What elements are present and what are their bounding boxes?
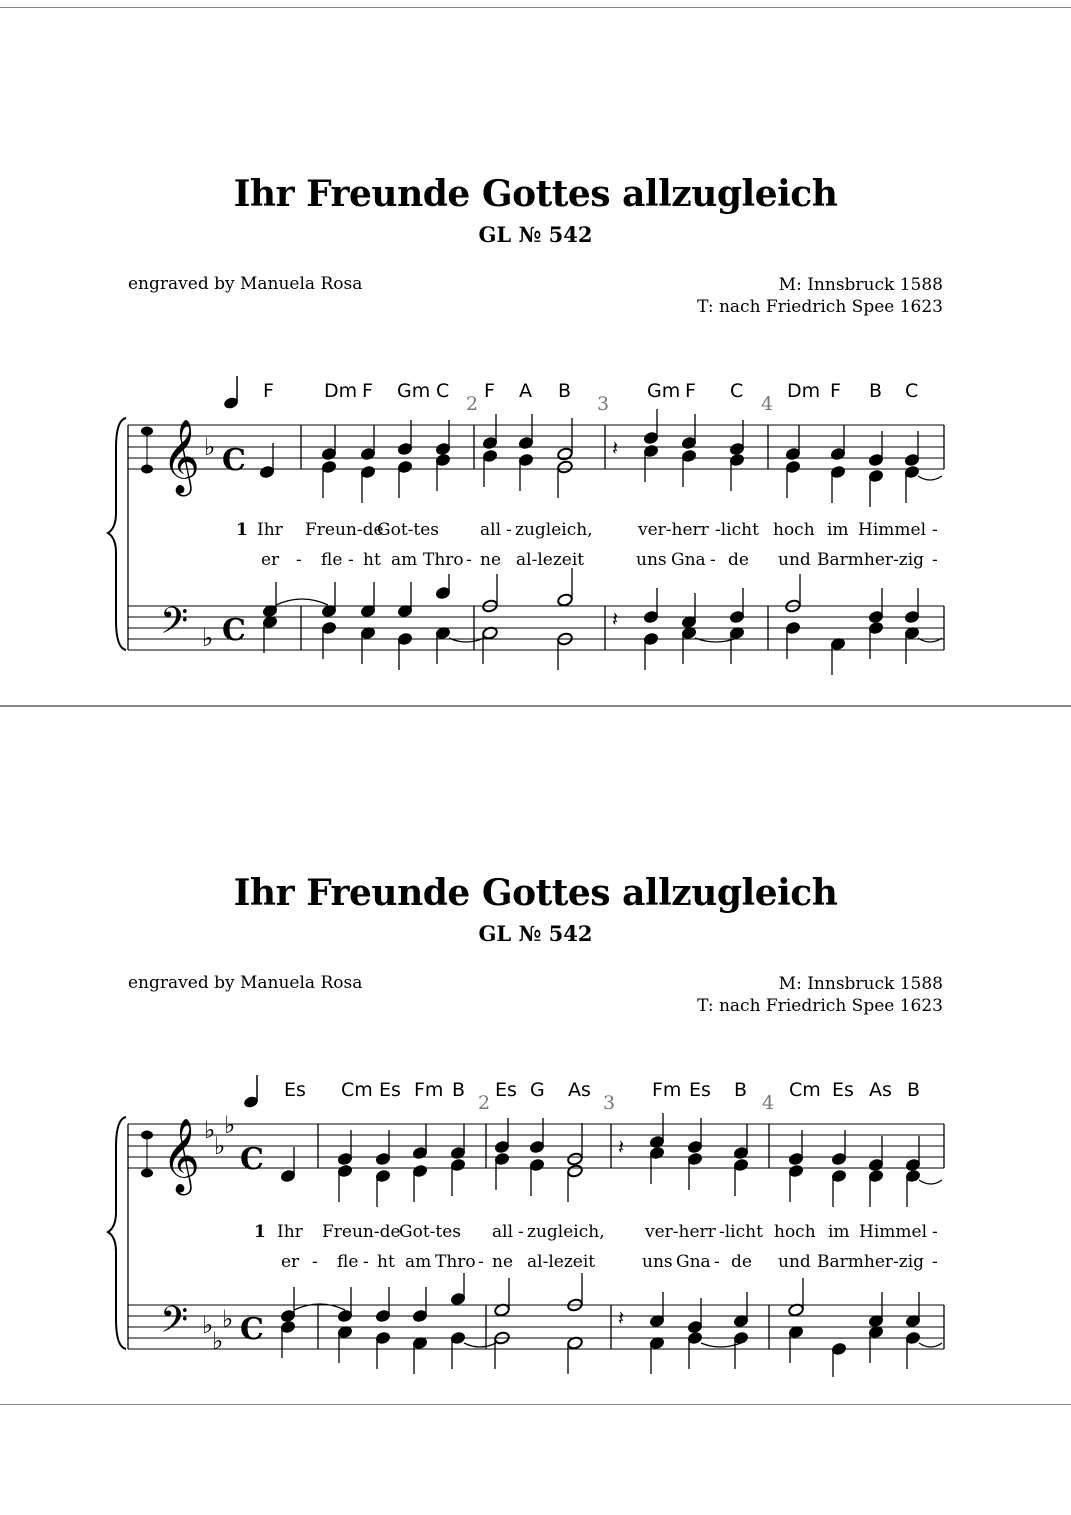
chord-symbol: Es — [495, 1079, 517, 1101]
lyric-syllable: - — [714, 1252, 720, 1272]
lyric-syllable: Got-tes — [399, 1222, 462, 1242]
treble-clef-icon: 𝄞 — [162, 420, 200, 494]
lyric-syllable: Ihr — [257, 520, 283, 540]
chord-symbol: B — [869, 380, 883, 402]
lyric-syllable: er — [281, 1252, 300, 1272]
time-signature-icon: C — [240, 1142, 264, 1177]
lyric-syllable: Himmel — [858, 520, 926, 540]
time-signature-icon: C — [222, 443, 246, 478]
score-page-2 — [0, 706, 1071, 1405]
system-brace-icon — [108, 1117, 126, 1349]
lyric-syllable: fle — [337, 1252, 359, 1272]
bar-number: 3 — [597, 393, 610, 415]
chord-symbols — [263, 380, 918, 402]
lyric-syllable: - — [932, 520, 938, 540]
lyric-syllable: de — [731, 1252, 752, 1272]
chord-symbol: B — [907, 1079, 921, 1101]
lyric-syllable: al-lezeit — [527, 1252, 596, 1272]
key-signature-flat-icon: ♭ — [212, 1327, 224, 1355]
key-signature-flat-icon: ♭ — [224, 1111, 236, 1139]
rest-icon: 𝄽 — [618, 1135, 625, 1159]
lyric-syllable: - — [518, 1222, 524, 1242]
lyric-syllable: hoch — [774, 1222, 816, 1242]
lyric-syllable: - — [932, 550, 938, 570]
lyric-syllable: Barmher-zig — [817, 550, 925, 570]
lyric-syllable: - — [478, 1252, 484, 1272]
chord-symbol: F — [685, 380, 696, 402]
lyric-syllable: ver-herr — [638, 520, 709, 540]
chord-symbol: B — [734, 1079, 748, 1101]
lyric-syllable: im — [828, 1222, 850, 1242]
music-score — [0, 358, 1071, 688]
bass-notes — [262, 568, 942, 675]
key-signature-flat-icon: ♭ — [214, 1132, 226, 1160]
lyric-syllable: ht — [363, 550, 381, 570]
key-signature-flat-icon: ♭ — [202, 624, 214, 652]
lyric-syllable: zugleich, — [515, 520, 593, 540]
chord-symbol: B — [558, 380, 572, 402]
bar-number: 3 — [603, 1092, 616, 1114]
verse-number: 1 — [254, 1222, 266, 1242]
lyric-syllable: - — [506, 520, 512, 540]
rest-icon: 𝄽 — [612, 436, 619, 460]
lyric-syllable: - — [363, 1252, 369, 1272]
lyric-syllable: Gna — [676, 1252, 711, 1272]
tempo-quarter-note-icon — [243, 1075, 260, 1109]
credits — [697, 973, 943, 1017]
lyric-syllable: - — [932, 1252, 938, 1272]
page-subtitle: GL № 542 — [478, 222, 593, 247]
lyric-syllable: -licht — [719, 1222, 763, 1242]
lyric-syllable: - — [932, 1222, 938, 1242]
chord-symbol: F — [830, 380, 841, 402]
chord-symbol: G — [530, 1079, 545, 1101]
lyric-syllable: zugleich, — [527, 1222, 605, 1242]
chord-symbol: Dm — [787, 380, 821, 402]
chord-symbol: As — [568, 1079, 591, 1101]
chord-symbol: Dm — [324, 380, 358, 402]
bass-staff — [128, 606, 944, 650]
lyrics-verse-1 — [254, 1222, 938, 1242]
key-signature-flat-icon: ♭ — [204, 1116, 216, 1144]
lyric-syllable: - — [312, 1252, 318, 1272]
lyric-syllable: all — [492, 1222, 514, 1242]
lyric-syllable: Himmel — [859, 1222, 927, 1242]
lyric-syllable: ne — [480, 550, 502, 570]
page-title: Ihr Freunde Gottes allzugleich — [233, 872, 838, 914]
key-signature-flat-icon: ♭ — [222, 1305, 234, 1333]
chord-symbol: Fm — [652, 1079, 682, 1101]
time-signature-icon: C — [222, 613, 246, 648]
chord-symbol: Gm — [397, 380, 431, 402]
lyric-syllable: all — [480, 520, 502, 540]
chord-symbol: C — [905, 380, 919, 402]
lyrics-verse-2 — [261, 550, 938, 570]
verse-number: 1 — [236, 520, 248, 540]
lyric-syllable: fle — [321, 550, 343, 570]
chord-symbol: F — [263, 380, 274, 402]
chord-symbol: Es — [689, 1079, 711, 1101]
chord-symbol: Es — [284, 1079, 306, 1101]
lyric-syllable: Thro — [435, 1252, 476, 1272]
lyric-syllable: al-lezeit — [516, 550, 585, 570]
time-signature-icon: C — [240, 1312, 264, 1347]
page-subtitle: GL № 542 — [478, 921, 593, 946]
bass-clef-icon: 𝄢 — [160, 1299, 189, 1350]
rest-icon: 𝄽 — [618, 1306, 625, 1330]
bar-number: 2 — [466, 393, 479, 415]
lyric-syllable: hoch — [773, 520, 815, 540]
lyric-syllable: am — [405, 1252, 432, 1272]
bass-clef-icon: 𝄢 — [160, 600, 189, 651]
tempo-quarter-note-icon — [223, 376, 240, 410]
lyric-syllable: Freun-de — [305, 520, 384, 540]
music-score — [0, 1057, 1071, 1387]
chord-symbol: As — [869, 1079, 892, 1101]
lyric-syllable: Freun-de — [322, 1222, 401, 1242]
ambitus-icon — [141, 427, 153, 474]
chord-symbol: B — [452, 1079, 466, 1101]
treble-staff — [128, 425, 944, 469]
score-page-1 — [0, 7, 1071, 706]
chord-symbol: Es — [379, 1079, 401, 1101]
engraver-credit: engraved by Manuela Rosa — [128, 274, 363, 294]
lyric-syllable: - — [710, 550, 716, 570]
key-signature-flat-icon: ♭ — [204, 433, 216, 461]
chord-symbol: Fm — [414, 1079, 444, 1101]
lyric-syllable: am — [391, 550, 418, 570]
lyric-syllable: - — [466, 550, 472, 570]
system-brace-icon — [108, 418, 126, 650]
lyric-syllable: Ihr — [277, 1222, 303, 1242]
lyric-syllable: er — [261, 550, 280, 570]
composer-credit: M: Innsbruck 1588 — [778, 275, 943, 295]
chord-symbol: Cm — [789, 1079, 821, 1101]
bar-number: 2 — [478, 1092, 491, 1114]
chord-symbol: Es — [832, 1079, 854, 1101]
lyric-syllable: ver-herr — [645, 1222, 716, 1242]
treble-clef-icon: 𝄞 — [162, 1119, 200, 1193]
lyrics-verse-2 — [281, 1252, 938, 1272]
chord-symbol: F — [484, 380, 495, 402]
page-title: Ihr Freunde Gottes allzugleich — [233, 173, 838, 215]
engraver-credit: engraved by Manuela Rosa — [128, 973, 363, 993]
bar-number: 4 — [761, 393, 774, 415]
lyric-syllable: de — [728, 550, 749, 570]
lyric-syllable: und — [778, 1252, 811, 1272]
chord-symbol: Cm — [341, 1079, 373, 1101]
lyric-syllable: Thro — [423, 550, 464, 570]
lyric-syllable: - — [348, 550, 354, 570]
ambitus-icon — [141, 1131, 153, 1178]
bar-number: 4 — [762, 1092, 775, 1114]
lyric-syllable: uns — [636, 550, 667, 570]
chord-symbol: F — [362, 380, 373, 402]
lyric-syllable: Barmher-zig — [817, 1252, 925, 1272]
rest-icon: 𝄽 — [612, 607, 619, 631]
poet-credit: T: nach Friedrich Spee 1623 — [697, 996, 943, 1016]
chord-symbol: C — [730, 380, 744, 402]
lyric-syllable: Gna — [671, 550, 706, 570]
lyric-syllable: und — [778, 550, 811, 570]
poet-credit: T: nach Friedrich Spee 1623 — [697, 297, 943, 317]
lyric-syllable: ht — [377, 1252, 395, 1272]
key-signature-flat-icon: ♭ — [202, 1311, 214, 1339]
chord-symbol: C — [436, 380, 450, 402]
lyric-syllable: Got-tes — [377, 520, 440, 540]
lyrics-verse-1 — [236, 520, 938, 540]
lyric-syllable: -licht — [715, 520, 759, 540]
chord-symbol: Gm — [647, 380, 681, 402]
credits — [697, 274, 943, 318]
chord-symbol: A — [519, 380, 532, 402]
lyric-syllable: im — [827, 520, 849, 540]
lyric-syllable: - — [296, 550, 302, 570]
lyric-syllable: uns — [642, 1252, 673, 1272]
composer-credit: M: Innsbruck 1588 — [778, 974, 943, 994]
lyric-syllable: ne — [492, 1252, 514, 1272]
